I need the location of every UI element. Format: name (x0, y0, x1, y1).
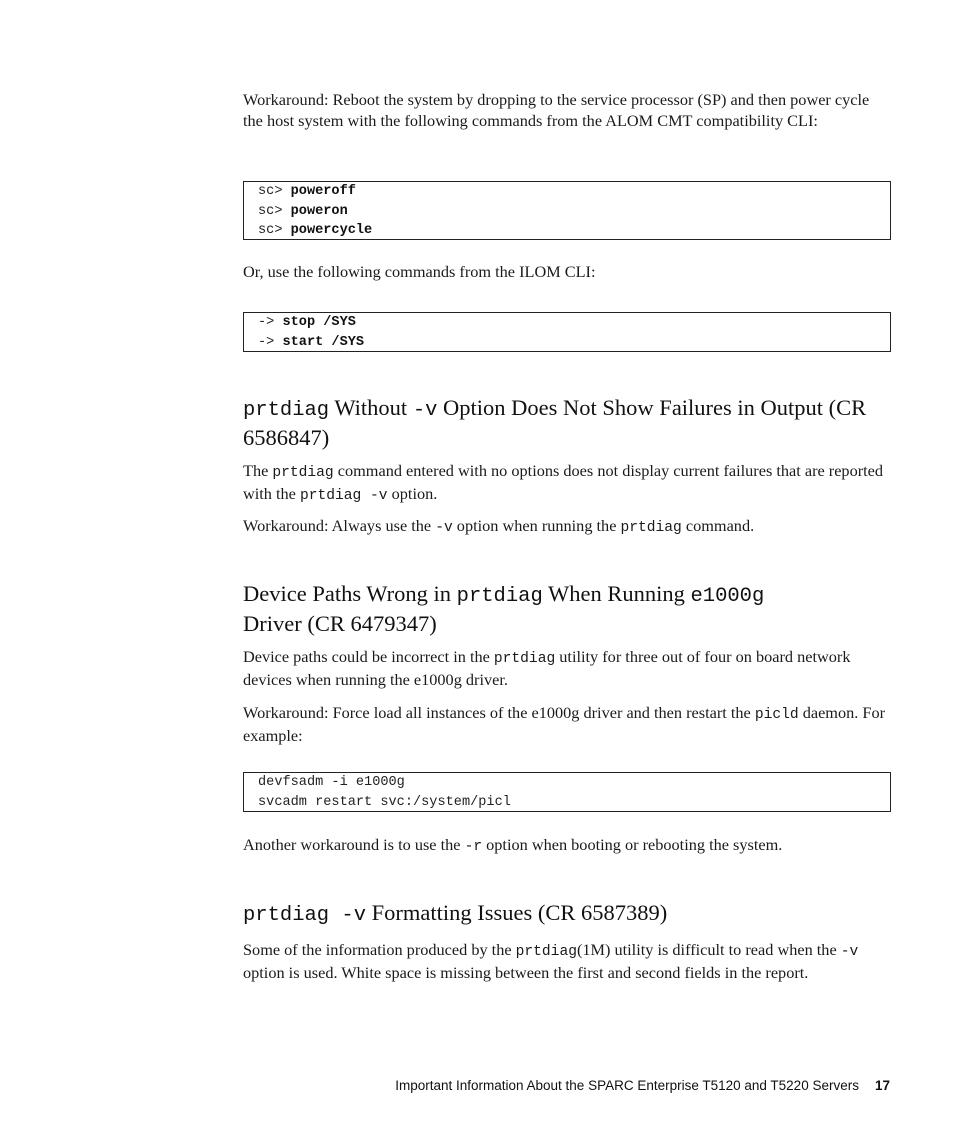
code-block-alom (243, 181, 891, 240)
workaround-paragraph-1: Workaround: Reboot the system by dropping to the service processor (SP) and then power cycle the host system with the following commands from the ALOM CMT compatibility CLI: (243, 90, 870, 130)
code-block-ilom (243, 312, 891, 352)
code-line-1: sc> poweroff (258, 184, 356, 199)
section-heading-device-paths: Device Paths Wrong in prtdiag When Running e1000g Driver (CR 6479347) (243, 581, 765, 636)
page-footer (395, 1078, 890, 1093)
section1-workaround: Workaround: Always use the -v option when running the prtdiag command. (243, 516, 755, 536)
page-number: 17 (874, 1078, 890, 1093)
footer-title: Important Information About the SPARC Enterprise T5120 and T5220 Servers (395, 1078, 859, 1093)
section-heading-formatting: prtdiag -v Formatting Issues (CR 6587389) (243, 900, 668, 927)
section3-paragraph-1: Some of the information produced by the prtdiag(1M) utility is difficult to read when the -v option is used. White space is missing between the first and second fields in the report. (243, 940, 859, 982)
code-block-picld (243, 772, 891, 812)
section2-another-workaround: Another workaround is to use the -r option when booting or rebooting the system. (243, 835, 783, 855)
code-line-2: -> start /SYS (258, 334, 365, 350)
code-line-1: devfsadm -i e1000g (258, 775, 405, 790)
section-heading-prtdiag-failures: prtdiag Without -v Option Does Not Show Failures in Output (CR 6586847) (243, 395, 867, 450)
code-line-3: sc> powercycle (258, 223, 373, 238)
code-line-2: svcadm restart svc:/system/picl (258, 794, 511, 810)
section1-paragraph-1: The prtdiag command entered with no options does not display current failures that are reported with the prtdiag -v option. (243, 461, 884, 504)
section2-workaround: Workaround: Force load all instances of the e1000g driver and then restart the picld daemon. For example: (243, 703, 886, 745)
code-line-2: sc> poweron (258, 203, 348, 219)
code-line-1: -> stop /SYS (258, 315, 356, 330)
section2-paragraph-1: Device paths could be incorrect in the prtdiag utility for three out of four on board network devices when running the e1000g driver. (243, 647, 851, 689)
ilom-intro-paragraph: Or, use the following commands from the ILOM CLI: (243, 262, 596, 281)
